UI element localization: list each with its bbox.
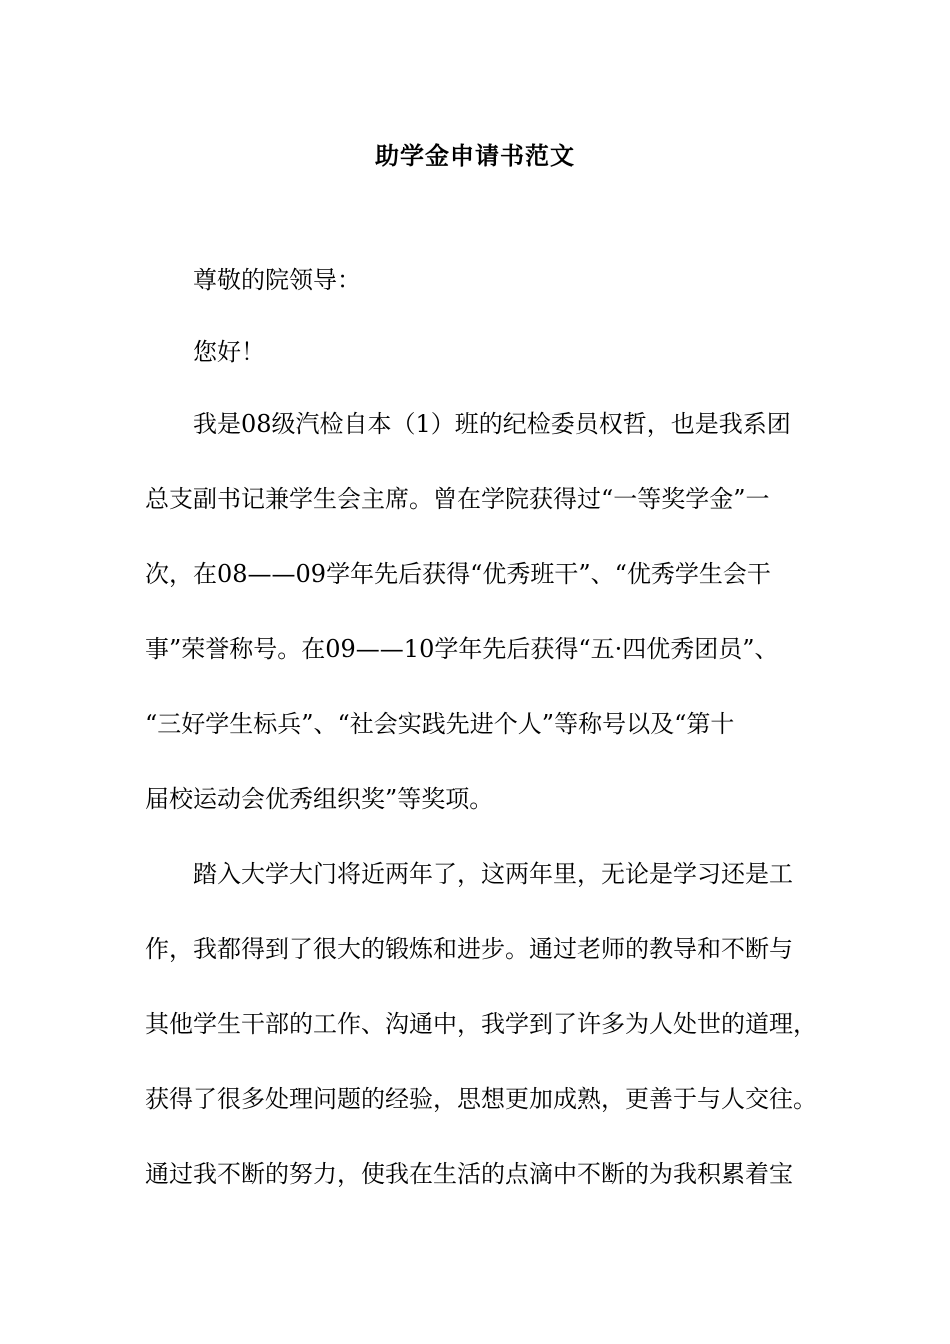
paragraph-1-line-5: “三好学生标兵”、“社会实践先进个人”等称号以及“第十 [145, 710, 735, 738]
salutation: 尊敬的院领导： [193, 266, 361, 294]
paragraph-1-line-4: 事”荣誉称号。在09——10学年先后获得“五·四优秀团员”、 [145, 635, 779, 663]
paragraph-1-line-3: 次，在08——09学年先后获得“优秀班干”、“优秀学生会干 [145, 560, 771, 588]
document-title: 助学金申请书范文 [375, 141, 575, 170]
greeting: 您好！ [193, 338, 265, 366]
paragraph-1-line-6: 届校运动会优秀组织奖”等奖项。 [145, 785, 494, 813]
paragraph-2-line-4: 获得了很多处理问题的经验，思想更加成熟，更善于与人交往。 [145, 1085, 817, 1113]
paragraph-2-line-3: 其他学生干部的工作、沟通中，我学到了许多为人处世的道理， [145, 1010, 817, 1038]
paragraph-2-line-2: 作，我都得到了很大的锻炼和进步。通过老师的教导和不断与 [145, 935, 793, 963]
paragraph-2-line-1: 踏入大学大门将近两年了，这两年里，无论是学习还是工 [193, 860, 793, 888]
paragraph-1-line-1: 我是08级汽检自本（1）班的纪检委员权哲，也是我系团 [193, 410, 791, 438]
paragraph-2-line-5: 通过我不断的努力，使我在生活的点滴中不断的为我积累着宝 [145, 1160, 793, 1188]
paragraph-1-line-2: 总支副书记兼学生会主席。曾在学院获得过“一等奖学金”一 [145, 485, 770, 513]
